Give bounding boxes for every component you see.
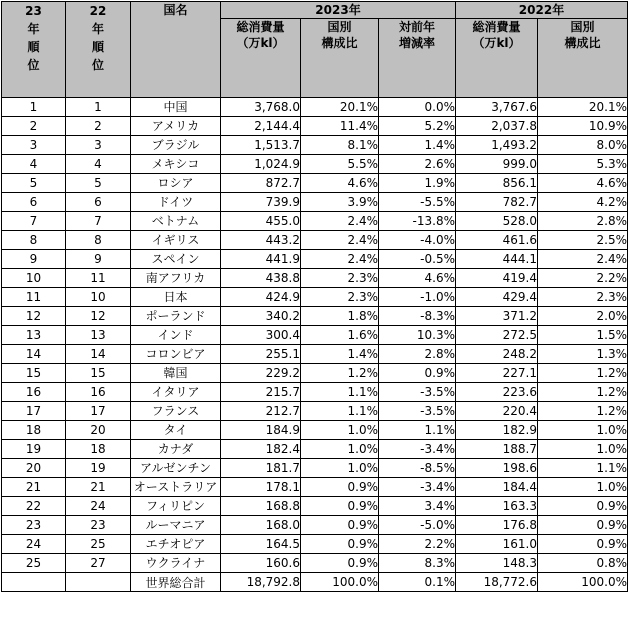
share-2022: 1.3% <box>538 345 628 364</box>
total-consumption-2023: 18,792.8 <box>221 573 301 592</box>
yoy-change: 1.9% <box>379 174 456 193</box>
yoy-change: 10.3% <box>379 326 456 345</box>
consumption-2022: 444.1 <box>456 250 538 269</box>
share-2023: 3.9% <box>301 193 379 212</box>
share-2023: 11.4% <box>301 117 379 136</box>
share-2023: 2.3% <box>301 288 379 307</box>
share-2023: 20.1% <box>301 98 379 117</box>
share-2023: 2.4% <box>301 250 379 269</box>
share-2023: 5.5% <box>301 155 379 174</box>
consumption-2022: 3,767.6 <box>456 98 538 117</box>
yoy-change: -0.5% <box>379 250 456 269</box>
consumption-2023: 160.6 <box>221 554 301 573</box>
rank-2022: 10 <box>66 288 131 307</box>
consumption-2023: 168.0 <box>221 516 301 535</box>
rank-2023: 15 <box>2 364 66 383</box>
rank-2022: 6 <box>66 193 131 212</box>
total-label: 世界総合計 <box>131 573 221 592</box>
country-name: 日本 <box>131 288 221 307</box>
country-name: ブラジル <box>131 136 221 155</box>
country-name: 南アフリカ <box>131 269 221 288</box>
yoy-change: -5.0% <box>379 516 456 535</box>
consumption-2023: 1,513.7 <box>221 136 301 155</box>
rank-2022: 4 <box>66 155 131 174</box>
country-name: フィリピン <box>131 497 221 516</box>
country-name: スペイン <box>131 250 221 269</box>
rank-2022: 23 <box>66 516 131 535</box>
table-row <box>2 326 628 345</box>
yoy-change: -3.4% <box>379 478 456 497</box>
country-name: フランス <box>131 402 221 421</box>
consumption-2022: 782.7 <box>456 193 538 212</box>
consumption-2022: 161.0 <box>456 535 538 554</box>
share-2023: 1.4% <box>301 345 379 364</box>
rank-2023: 18 <box>2 421 66 440</box>
yoy-change: 5.2% <box>379 117 456 136</box>
rank-2023: 12 <box>2 307 66 326</box>
rank-2022: 25 <box>66 535 131 554</box>
header-year-2023: 2023年 <box>221 2 456 19</box>
share-2022: 5.3% <box>538 155 628 174</box>
rank-2023: 19 <box>2 440 66 459</box>
country-name: ポーランド <box>131 307 221 326</box>
consumption-2022: 429.4 <box>456 288 538 307</box>
header-year-2022: 2022年 <box>456 2 628 19</box>
table-row <box>2 402 628 421</box>
table-row <box>2 307 628 326</box>
table-row <box>2 98 628 117</box>
rank-2022: 13 <box>66 326 131 345</box>
consumption-2022: 163.3 <box>456 497 538 516</box>
country-name: イギリス <box>131 231 221 250</box>
yoy-change: -8.5% <box>379 459 456 478</box>
rank-2022: 5 <box>66 174 131 193</box>
share-2022: 0.8% <box>538 554 628 573</box>
share-2022: 2.2% <box>538 269 628 288</box>
share-2023: 0.9% <box>301 516 379 535</box>
total-share-2023: 100.0% <box>301 573 379 592</box>
share-2023: 0.9% <box>301 497 379 516</box>
table-row <box>2 516 628 535</box>
share-2023: 2.4% <box>301 212 379 231</box>
share-2022: 1.0% <box>538 421 628 440</box>
consumption-2022: 184.4 <box>456 478 538 497</box>
rank-2022: 19 <box>66 459 131 478</box>
share-2022: 1.0% <box>538 478 628 497</box>
country-name: ドイツ <box>131 193 221 212</box>
yoy-change: -3.4% <box>379 440 456 459</box>
consumption-2022: 272.5 <box>456 326 538 345</box>
rank-2023: 20 <box>2 459 66 478</box>
yoy-change: 0.0% <box>379 98 456 117</box>
header-row-top <box>2 2 628 19</box>
share-2022: 2.5% <box>538 231 628 250</box>
yoy-change: -8.3% <box>379 307 456 326</box>
table-row <box>2 383 628 402</box>
rank-2023: 6 <box>2 193 66 212</box>
country-name: タイ <box>131 421 221 440</box>
yoy-change: 2.6% <box>379 155 456 174</box>
table-row <box>2 440 628 459</box>
rank-2022: 9 <box>66 250 131 269</box>
header-yoy-change: 対前年 増減率 <box>379 19 456 98</box>
share-2022: 10.9% <box>538 117 628 136</box>
consumption-2022: 220.4 <box>456 402 538 421</box>
rank-2023: 2 <box>2 117 66 136</box>
table-row <box>2 459 628 478</box>
country-name: インド <box>131 326 221 345</box>
table-row <box>2 136 628 155</box>
total-rank-2023 <box>2 573 66 592</box>
table-row <box>2 117 628 136</box>
consumption-2022: 419.4 <box>456 269 538 288</box>
consumption-2023: 3,768.0 <box>221 98 301 117</box>
country-name: ロシア <box>131 174 221 193</box>
yoy-change: 8.3% <box>379 554 456 573</box>
consumption-2023: 178.1 <box>221 478 301 497</box>
yoy-change: 2.2% <box>379 535 456 554</box>
rank-2023: 3 <box>2 136 66 155</box>
total-share-2022: 100.0% <box>538 573 628 592</box>
country-name: コロンビア <box>131 345 221 364</box>
yoy-change: -3.5% <box>379 402 456 421</box>
country-name: ベトナム <box>131 212 221 231</box>
yoy-change: -1.0% <box>379 288 456 307</box>
header-share-2022: 国別 構成比 <box>538 19 628 98</box>
consumption-2023: 443.2 <box>221 231 301 250</box>
share-2022: 1.2% <box>538 364 628 383</box>
rank-2023: 22 <box>2 497 66 516</box>
rank-2022: 14 <box>66 345 131 364</box>
share-2022: 1.1% <box>538 459 628 478</box>
share-2023: 1.0% <box>301 421 379 440</box>
country-name: ウクライナ <box>131 554 221 573</box>
rank-2022: 12 <box>66 307 131 326</box>
country-name: 中国 <box>131 98 221 117</box>
rank-2023: 25 <box>2 554 66 573</box>
header-share-2023: 国別 構成比 <box>301 19 379 98</box>
share-2023: 2.4% <box>301 231 379 250</box>
share-2023: 0.9% <box>301 478 379 497</box>
share-2022: 2.3% <box>538 288 628 307</box>
share-2022: 1.2% <box>538 383 628 402</box>
consumption-2022: 223.6 <box>456 383 538 402</box>
consumption-2023: 229.2 <box>221 364 301 383</box>
rank-2023: 17 <box>2 402 66 421</box>
rank-2022: 15 <box>66 364 131 383</box>
table-row <box>2 231 628 250</box>
consumption-2022: 856.1 <box>456 174 538 193</box>
share-2022: 0.9% <box>538 535 628 554</box>
rank-2023: 11 <box>2 288 66 307</box>
table-row <box>2 345 628 364</box>
header-rank-2022: 22 年 順 位 <box>66 2 131 98</box>
yoy-change: 2.8% <box>379 345 456 364</box>
consumption-2023: 424.9 <box>221 288 301 307</box>
consumption-2022: 248.2 <box>456 345 538 364</box>
rank-2023: 21 <box>2 478 66 497</box>
consumption-2022: 2,037.8 <box>456 117 538 136</box>
rank-2022: 20 <box>66 421 131 440</box>
country-name: 韓国 <box>131 364 221 383</box>
consumption-2023: 184.9 <box>221 421 301 440</box>
share-2023: 4.6% <box>301 174 379 193</box>
consumption-2023: 340.2 <box>221 307 301 326</box>
table-row <box>2 269 628 288</box>
total-rank-2022 <box>66 573 131 592</box>
rank-2022: 1 <box>66 98 131 117</box>
share-2023: 8.1% <box>301 136 379 155</box>
country-name: アルゼンチン <box>131 459 221 478</box>
consumption-2023: 164.5 <box>221 535 301 554</box>
table-row <box>2 288 628 307</box>
share-2022: 0.9% <box>538 516 628 535</box>
table-row <box>2 478 628 497</box>
yoy-change: -5.5% <box>379 193 456 212</box>
rank-2022: 17 <box>66 402 131 421</box>
table-row <box>2 250 628 269</box>
rank-2022: 21 <box>66 478 131 497</box>
header-rank-2023: 23 年 順 位 <box>2 2 66 98</box>
consumption-2022: 1,493.2 <box>456 136 538 155</box>
rank-2022: 11 <box>66 269 131 288</box>
consumption-2023: 168.8 <box>221 497 301 516</box>
share-2023: 1.0% <box>301 459 379 478</box>
rank-2023: 16 <box>2 383 66 402</box>
share-2022: 2.8% <box>538 212 628 231</box>
total-consumption-2022: 18,772.6 <box>456 573 538 592</box>
header-total-consumption-2022: 総消費量 （万kl） <box>456 19 538 98</box>
table-row <box>2 364 628 383</box>
consumption-2022: 198.6 <box>456 459 538 478</box>
yoy-change: 1.1% <box>379 421 456 440</box>
consumption-2023: 872.7 <box>221 174 301 193</box>
share-2022: 1.0% <box>538 440 628 459</box>
consumption-2022: 528.0 <box>456 212 538 231</box>
consumption-2022: 182.9 <box>456 421 538 440</box>
share-2022: 0.9% <box>538 497 628 516</box>
rank-2023: 14 <box>2 345 66 364</box>
country-name: メキシコ <box>131 155 221 174</box>
yoy-change: 3.4% <box>379 497 456 516</box>
country-name: ルーマニア <box>131 516 221 535</box>
yoy-change: 4.6% <box>379 269 456 288</box>
consumption-2022: 371.2 <box>456 307 538 326</box>
share-2023: 1.6% <box>301 326 379 345</box>
share-2022: 1.5% <box>538 326 628 345</box>
consumption-2023: 181.7 <box>221 459 301 478</box>
share-2023: 2.3% <box>301 269 379 288</box>
share-2023: 0.9% <box>301 554 379 573</box>
share-2023: 1.2% <box>301 364 379 383</box>
consumption-2023: 441.9 <box>221 250 301 269</box>
rank-2022: 3 <box>66 136 131 155</box>
rank-2023: 23 <box>2 516 66 535</box>
share-2022: 8.0% <box>538 136 628 155</box>
table-row <box>2 193 628 212</box>
share-2022: 2.0% <box>538 307 628 326</box>
table-row <box>2 421 628 440</box>
share-2023: 1.1% <box>301 383 379 402</box>
consumption-2023: 215.7 <box>221 383 301 402</box>
rank-2023: 8 <box>2 231 66 250</box>
rank-2023: 5 <box>2 174 66 193</box>
share-2022: 4.2% <box>538 193 628 212</box>
header-total-consumption-2023: 総消費量 （万kl） <box>221 19 301 98</box>
rank-2022: 2 <box>66 117 131 136</box>
share-2022: 4.6% <box>538 174 628 193</box>
consumption-2022: 227.1 <box>456 364 538 383</box>
consumption-2023: 739.9 <box>221 193 301 212</box>
total-yoy: 0.1% <box>379 573 456 592</box>
yoy-change: 1.4% <box>379 136 456 155</box>
share-2023: 1.8% <box>301 307 379 326</box>
consumption-2022: 999.0 <box>456 155 538 174</box>
consumption-2023: 255.1 <box>221 345 301 364</box>
country-name: エチオピア <box>131 535 221 554</box>
consumption-2022: 188.7 <box>456 440 538 459</box>
share-2022: 2.4% <box>538 250 628 269</box>
consumption-2023: 1,024.9 <box>221 155 301 174</box>
share-2022: 1.2% <box>538 402 628 421</box>
rank-2022: 16 <box>66 383 131 402</box>
table-row <box>2 554 628 573</box>
consumption-2022: 176.8 <box>456 516 538 535</box>
rank-2023: 7 <box>2 212 66 231</box>
consumption-2022: 461.6 <box>456 231 538 250</box>
rank-2023: 13 <box>2 326 66 345</box>
rank-2023: 1 <box>2 98 66 117</box>
rank-2022: 27 <box>66 554 131 573</box>
consumption-2023: 438.8 <box>221 269 301 288</box>
yoy-change: -4.0% <box>379 231 456 250</box>
total-row <box>2 573 628 592</box>
consumption-2023: 455.0 <box>221 212 301 231</box>
yoy-change: -3.5% <box>379 383 456 402</box>
table-row <box>2 212 628 231</box>
country-name: イタリア <box>131 383 221 402</box>
yoy-change: 0.9% <box>379 364 456 383</box>
table-row <box>2 155 628 174</box>
consumption-2022: 148.3 <box>456 554 538 573</box>
rank-2022: 8 <box>66 231 131 250</box>
share-2023: 1.0% <box>301 440 379 459</box>
rank-2022: 18 <box>66 440 131 459</box>
yoy-change: -13.8% <box>379 212 456 231</box>
rank-2023: 10 <box>2 269 66 288</box>
beer-consumption-table <box>1 1 628 592</box>
country-name: アメリカ <box>131 117 221 136</box>
consumption-2023: 212.7 <box>221 402 301 421</box>
consumption-2023: 300.4 <box>221 326 301 345</box>
table-row <box>2 174 628 193</box>
rank-2023: 9 <box>2 250 66 269</box>
header-country: 国名 <box>131 2 221 98</box>
consumption-2023: 2,144.4 <box>221 117 301 136</box>
rank-2022: 7 <box>66 212 131 231</box>
rank-2022: 24 <box>66 497 131 516</box>
table-row <box>2 497 628 516</box>
table-row <box>2 535 628 554</box>
consumption-2023: 182.4 <box>221 440 301 459</box>
share-2023: 0.9% <box>301 535 379 554</box>
share-2022: 20.1% <box>538 98 628 117</box>
share-2023: 1.1% <box>301 402 379 421</box>
rank-2023: 24 <box>2 535 66 554</box>
country-name: オーストラリア <box>131 478 221 497</box>
rank-2023: 4 <box>2 155 66 174</box>
country-name: カナダ <box>131 440 221 459</box>
